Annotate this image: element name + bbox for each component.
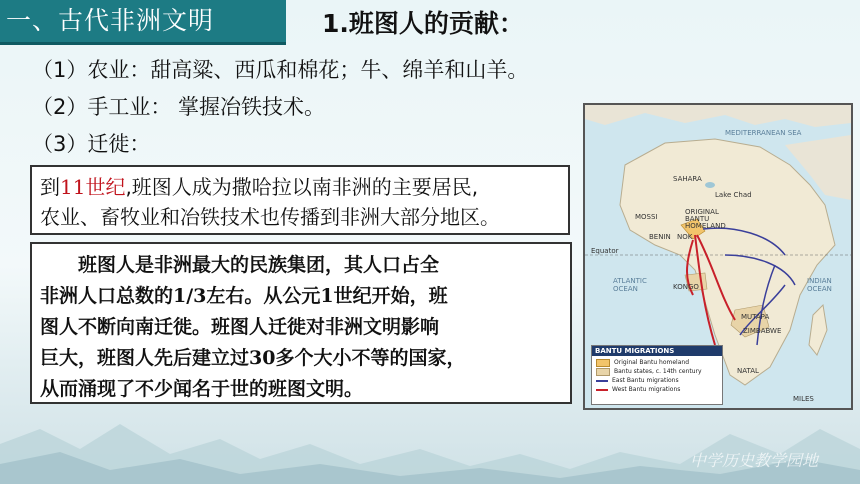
- item-handicraft: （2）手工业： 掌握冶铁技术。: [32, 95, 326, 119]
- label-original-homeland: ORIGINAL BANTU HOMELAND: [685, 208, 726, 230]
- label-benin: BENIN: [649, 233, 671, 241]
- label-lake-chad: Lake Chad: [715, 191, 752, 199]
- item-agriculture: （1）农业：甜高粱、西瓜和棉花；牛、绵羊和山羊。: [32, 58, 529, 82]
- label-kongo: KONGO: [673, 283, 699, 291]
- legend-label: West Bantu migrations: [612, 386, 681, 393]
- box1-line2: 农业、畜牧业和冶铁技术也传播到非洲大部分地区。: [40, 205, 500, 229]
- century-highlight: 11世纪: [60, 175, 126, 199]
- mountain-background: [0, 404, 860, 484]
- watermark: 中学历史教学园地: [690, 451, 819, 470]
- legend-item: [596, 358, 718, 367]
- label-nok: NOK: [677, 233, 693, 241]
- legend-label: East Bantu migrations: [612, 377, 679, 384]
- label-natal: NATAL: [737, 367, 759, 375]
- label-equator: Equator: [591, 247, 619, 255]
- heading: 1.班图人的贡献：: [322, 9, 524, 38]
- detail-line: 班图人是非洲最大的民族集团，其人口占全: [40, 254, 440, 276]
- item-migration: （3）迁徙：: [32, 132, 151, 156]
- detail-line: 非洲人口总数的1/3左右。从公元1世纪开始，班: [40, 285, 448, 307]
- section-title: 一、古代非洲文明: [0, 0, 286, 42]
- west-arrow-swatch: [596, 389, 608, 391]
- states-swatch: [596, 368, 610, 376]
- label-med-sea: MEDITERRANEAN SEA: [725, 129, 802, 137]
- legend-label: Original Bantu homeland: [614, 359, 690, 366]
- legend-item: [596, 385, 718, 394]
- detail-line: 从而涌现了不少闻名于世的班图文明。: [40, 378, 364, 400]
- label-zimbabwe: ZIMBABWE: [743, 327, 782, 335]
- box1-line1: ,班图人成为撒哈拉以南非洲的主要居民,: [125, 175, 479, 199]
- bantu-migration-map: [583, 103, 853, 410]
- legend-title: BANTU MIGRATIONS: [592, 346, 722, 356]
- label-sahara: SAHARA: [673, 175, 702, 183]
- detail-box: [30, 242, 572, 404]
- legend-item: [596, 376, 718, 385]
- map-legend: [591, 345, 723, 405]
- label-mutapa: MUTAPA: [741, 313, 770, 321]
- label-indian: INDIAN OCEAN: [807, 277, 832, 293]
- legend-label: Bantu states, c. 14th century: [614, 368, 702, 375]
- legend-item: [596, 367, 718, 376]
- detail-line: 巨大，班图人先后建立过30多个大小不等的国家，: [40, 347, 466, 369]
- label-mossi: MOSSI: [635, 213, 658, 221]
- summary-box: [30, 165, 570, 235]
- title-underline: [0, 42, 286, 45]
- east-arrow-swatch: [596, 380, 608, 382]
- box1-prefix: 到: [40, 175, 60, 199]
- detail-line: 图人不断向南迁徙。班图人迁徙对非洲文明影响: [40, 316, 440, 338]
- label-miles: MILES: [793, 395, 814, 403]
- label-atlantic: ATLANTIC OCEAN: [613, 277, 647, 293]
- homeland-swatch: [596, 359, 610, 367]
